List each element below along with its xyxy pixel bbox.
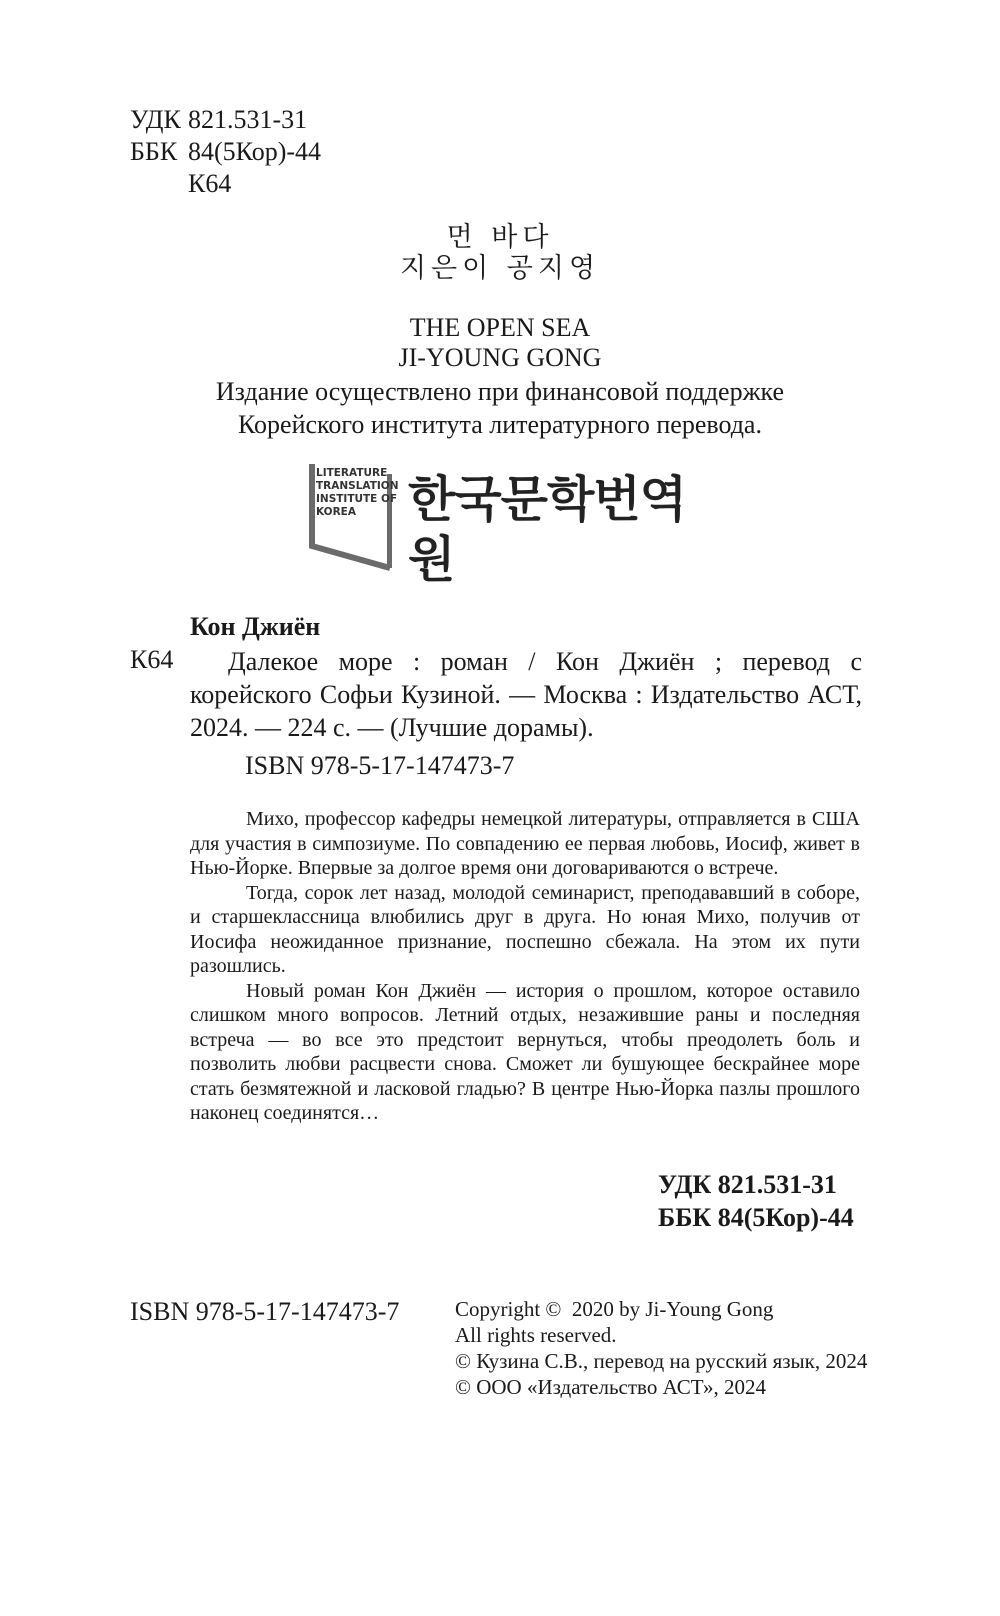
annotation-paragraph-2: Тогда, сорок лет назад, молодой семинарист, преподававший в соборе, и старшеклассница влюбились друг в друга. Но юная Михо, получив от Иосифа неожиданное признание, поспешно сбежала. На этом их пути разошлись.: [190, 881, 860, 977]
korean-title: 먼 바다: [446, 222, 554, 253]
udk-code: УДК 821.531-31: [658, 1170, 837, 1199]
udk-label: УДК: [130, 105, 181, 134]
annotation-paragraph-3: Новый роман Кон Джиён — история о прошлом, которое оставило слишком много вопросов. Летний отдых, незажившие раны и последняя встреча — во все это предстоит вернуться, чтобы преодолеть боль и позволить любви расцвести снова. Сможет ли бушующее бескрайнее море стать безмятежной и ласковой гладью? В центре Нью-Йорка пазлы прошлого наконец соединятся…: [190, 979, 860, 1124]
support-statement: [0, 375, 1000, 441]
support-line-1: Издание осуществлено при финансовой поддержке: [215, 377, 785, 406]
lti-korea-logo: [308, 462, 698, 588]
english-author: JI-YOUNG GONG: [398, 343, 602, 372]
support-line-2: Корейского института литературного перевода.: [238, 410, 762, 439]
udk-row: [130, 104, 321, 136]
bbk-value: 84(5Кор)-44: [188, 137, 322, 166]
author-sign: К64: [188, 169, 232, 198]
bibliography-author: Кон Джиён: [190, 612, 321, 641]
english-title: THE OPEN SEA: [409, 313, 591, 342]
copyright-line-3: © Кузина С.В., перевод на русский язык, 2024: [455, 1349, 868, 1373]
udk-value: 821.531-31: [188, 105, 308, 134]
annotation-paragraph-1: Михо, профессор кафедры немецкой литературы, отправляется в США для участия в симпозиуме. По совпадению ее первая любовь, Иосиф, живет в Нью-Йорке. Впервые за долгое время они договариваются о встрече.: [190, 808, 860, 879]
bbk-code: ББК 84(5Кор)-44: [658, 1203, 854, 1232]
logo-line-3: INSTITUTE OF: [316, 493, 398, 505]
bibliography-isbn: ISBN 978-5-17-147473-7: [245, 751, 515, 780]
logo-text-en: [316, 467, 399, 519]
logo-line-2: TRANSLATION: [316, 480, 399, 492]
bbk-row: [130, 136, 321, 168]
author-sign-row: [130, 168, 321, 200]
classification-codes-bottom: [658, 1168, 854, 1234]
logo-line-4: KOREA: [316, 506, 356, 518]
logo-text-korean: 한국문학번역원: [408, 471, 687, 588]
english-original-block: [0, 313, 1000, 373]
korean-author: 지은이 공지영: [399, 253, 601, 284]
bibliography-sign: К64: [130, 645, 174, 674]
footer-isbn: ISBN 978-5-17-147473-7: [130, 1297, 400, 1326]
bbk-label: ББК: [130, 137, 178, 166]
annotation: [190, 807, 860, 1126]
logo-line-1: LITERATURE: [316, 467, 388, 479]
copyright-line-1: Copyright © 2020 by Ji-Young Gong: [455, 1297, 774, 1321]
bibliography-description-block: [190, 645, 862, 744]
korean-original-block: [0, 222, 1000, 284]
copyright-block: [455, 1296, 867, 1400]
classification-codes-top: [130, 104, 321, 200]
copyright-line-2: All rights reserved.: [455, 1323, 617, 1347]
copyright-line-4: © ООО «Издательство АСТ», 2024: [455, 1375, 766, 1399]
bibliography-description: Далекое море : роман / Кон Джиён ; перевод с корейского Софьи Кузиной. — Москва : Издательство АСТ, 2024. — 224 с. — (Лучшие дорамы).: [190, 647, 862, 742]
